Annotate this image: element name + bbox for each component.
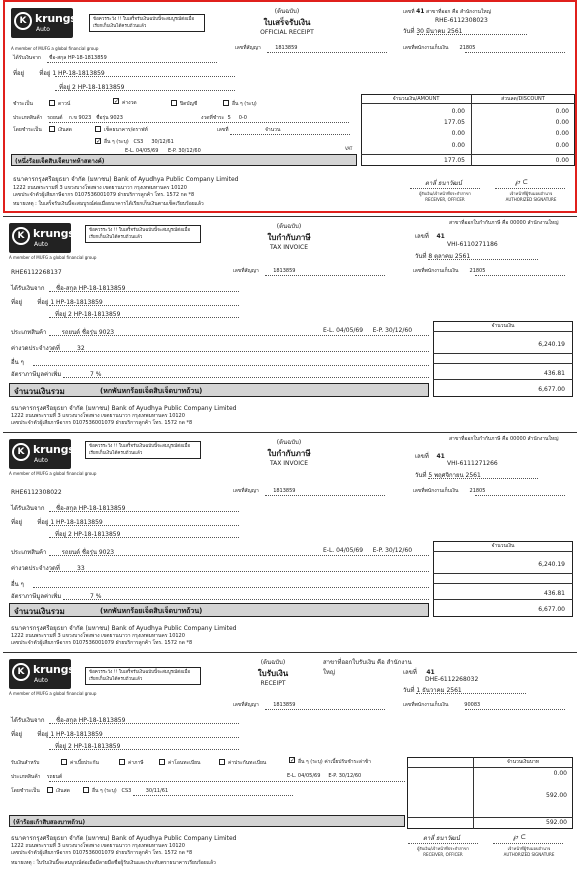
receiver-signature: ดาลี่ ธนาวัฒน์ xyxy=(425,180,462,187)
address-2: ที่อยู่ 2 HP-18-1813859 xyxy=(55,531,121,538)
other-method: อื่น ๆ (ระบุ) CS3 30/12/61 xyxy=(104,139,174,145)
authorized-signature-mark: ℘ ⊂ xyxy=(515,178,528,186)
receipt-number: เลขที่ 41 สาขาที่ออก คือ สำนักงานใหญ่ xyxy=(403,8,491,15)
cash-checkbox[interactable] xyxy=(47,787,53,793)
doc-number: DHE-6112268032 xyxy=(425,676,479,683)
caution-note: ข้อควรระวัง !! ใบเสร็จรับเงินฉบับนี้จะสมบูรณ์ต่อเมื่อเรียกเก็บเงินได้ครบถ้วนแล้ว xyxy=(85,441,201,459)
title-block: (ต้นฉบับ) ใบกำกับภาษี TAX INVOICE xyxy=(267,439,311,467)
krungsri-mark-icon: K xyxy=(14,12,32,30)
other-method: อื่น ๆ (ระบุ) CS3 30/11/61 xyxy=(92,788,169,794)
brand-caption: A member of MUFG a global financial group xyxy=(9,471,97,476)
company-name: ธนาคารกรุงศรีอยุธยา จำกัด (มหาชน) Bank of Ayudhya Public Company Limited xyxy=(13,176,239,183)
address-1: ที่อยู่ ที่อยู่ 1 HP-18-1813859 xyxy=(11,731,103,738)
receipt-date: วันที่ 30 มีนาคม 2561 xyxy=(403,28,463,35)
caution-note: ข้อควรระวัง !! ใบเสร็จรับเงินฉบับนี้จะสมบูรณ์ต่อเมื่อเรียกเก็บเงินได้ครบถ้วนแล้ว xyxy=(85,225,201,243)
expiry-dates: E-L. 04/05/69 E-P. 30/12/60 xyxy=(287,773,362,779)
receipt-date: วันที่ 1 ธันวาคม 2561 xyxy=(403,687,462,694)
installment-checkbox[interactable]: ✓ xyxy=(114,98,120,105)
doc-number: VHI-6111271266 xyxy=(447,460,498,467)
received-from: ได้รับเงินจาก ชื่อ-สกุล HP-18-1813859 xyxy=(11,505,126,512)
total-amount: 6,677.00 xyxy=(538,606,565,613)
doc-number: RHE-6112308023 xyxy=(435,17,488,24)
receipt: K krungsri Auto ข้อควรระวัง !! ใบเสร็จรับเงินฉบับนี้จะสมบูรณ์ต่อเมื่อเรียกเก็บเงินได้ครบถ้วนแล้ว (ต้นฉบับ) ใบรับเงิน RECEIPT สาขาที่ออกใบรับเงิน คือ สำนักงานใหญ่ เลขที่ 41 DHE-6112268032 วันที่ 1 ธันวาคม 2561 A member of MUFG a global financial group เลขที่สัญญา 1813859 เลขที่พนักงานเก็บเงิน 90083 ได้รับเงินจาก ชื่อ-สกุล HP-18-1813859 ที่อยู่ ที่อยู่ 1 HP-18-1813859 ที่อยู่ 2 HP-18-1813859 รับเงินสำหรับ ค่าเบี้ยประกัน ค่าภาษี ค่าโอนทะเบียน ค่าประกันทะเบียน ✓ อื่น ๆ (ระบุ) ค่าเบี้ยปรับชำระล่าช้า ประเภทสินค้า รถยนต์ E-L. 04/05/69 E-P. 30/12/60 โดยชำระเป็น เงินสด อื่น ๆ (ระบุ) CS3 30/11/61 จำนวนเงินบาท 0.00 592.00 592.00 (ห้าร้อยเก้าสิบสองบาทถ้วน) ธนาคารกรุงศรีอยุธยา จำกัด (มหาชน) Bank of Ayudhya Public Company Limited 1222 ถนนพระรามที่ 3 แขวงบางโพงพาง เขตยานนาวา กรุงเทพมหานคร 10120 เลขประจำตัวผู้เสียภาษีอากร 0107536001079 ฝ่ายบริการลูกค้า โทร. 1572 กด *8 หมายเหตุ : ใบรับเงินนี้จะสมบูรณ์ต่อเมื่อมีลายมือชื่อผู้รับเงินและประทับตราธนาคารเรียบร้อยแล้ว ดาลี่ ธนาวัฒน์ ℘ ⊂ ผู้รับเงิน/เจ้าหน้าที่ประจำสาขา RECEIVER, OFFICER เจ้าหน้าที่ผู้รับมอบอำนาจ AUTHORIZED SIGNATURE xyxy=(3,652,577,869)
brand-caption: A member of MUFG a global financial group xyxy=(11,46,99,51)
krungsri-logo: K krungsri Auto xyxy=(9,439,71,469)
issuing-branch: สาขาที่ออกใบกำกับภาษี คือ 00000 สำนักงานใหญ่ xyxy=(449,220,559,226)
address-2: ที่อยู่ 2 HP-18-1813859 xyxy=(55,311,121,318)
other-row: อื่น ๆ xyxy=(11,581,24,588)
down-payment-checkbox[interactable] xyxy=(49,100,55,106)
product-row: ประเภทสินค้า รถยนต์ ชื่อรุ่น 9023 xyxy=(11,549,115,556)
krungsri-logo: K krungsri Auto xyxy=(9,223,71,253)
cash-checkbox[interactable] xyxy=(49,126,55,132)
krungsri-logo: K krungsri Auto xyxy=(9,659,71,689)
caution-note: ข้อควรระวัง !! ใบเสร็จรับเงินฉบับนี้จะสมบูรณ์ต่อเมื่อเรียกเก็บเงินได้ครบถ้วนแล้ว xyxy=(85,667,201,685)
received-from: ได้รับเงินจาก ชื่อ-สกุล HP-18-1813859 xyxy=(11,717,126,724)
installment-row: ค่างวดประจำงวดที่ 32 xyxy=(11,345,85,352)
collector-number: เลขที่พนักงานเก็บเงิน 21805 xyxy=(413,268,486,274)
expiry-dates: E-L. 04/05/69 E-P. 30/12/60 xyxy=(125,148,201,154)
receiver-signature: ดาลี่ ธนาวัฒน์ xyxy=(423,835,460,842)
amount-in-words: (ห้าร้อยเก้าสิบสองบาทถ้วน) xyxy=(9,815,405,827)
company-name: ธนาคารกรุงศรีอยุธยา จำกัด (มหาชน) Bank of Ayudhya Public Company Limited xyxy=(11,835,237,842)
other-row: อื่น ๆ xyxy=(11,359,24,366)
official-receipt: K krungsri Auto ข้อควรระวัง !! ใบเสร็จรับเงินฉบับนี้จะสมบูรณ์ต่อเมื่อเรียกเก็บเงินได้ครบถ้วนแล้ว (ต้นฉบับ) ใบเสร็จรับเงิน OFFICIAL RECEIPT เลขที่ 41 สาขาที่ออก คือ สำนักงานใหญ่ RHE-6112308023 วันที่ 30 มีนาคม 2561 A member of MUFG a global financial group ได้รับเงินจาก ชื่อ-สกุล HP-18-1813859 เลขที่สัญญา 1813859 เลขที่พนักงานเก็บเงิน 21805 ที่อยู่ ที่อยู่ 1 HP-18-1813859 ที่อยู่ 2 HP-18-1813859 ชำระเป็น ดาวน์ ✓ ค่างวด ปิดบัญชี อื่น ๆ (ระบุ) ประเภทสินค้า รถยนต์ ก.ข 9023 ชื่อรุ่น 9023 งวดที่ชำระ 5 0-0 โดยชำระเป็น เงินสด เช็คธนาคาร/ดราฟท์ เลขที่ จำนวน ✓ อื่น ๆ (ระบุ) CS3 30/12/61 E-L. 04/05/69 E-P. 30/12/60 (หนึ่งร้อยเจ็ดสิบเจ็ดบาทห้าสตางค์) จำนวนเงิน/AMOUNT ส่วนลด/DISCOUNT 0.00 0.00 177.05 0.00 0.00 0.00 0.00 0.00 VAT 177.05 0.00 ธนาคารกรุงศรีอยุธยา จำกัด (มหาชน) Bank of Ayudhya Public Company Limited 1222 ถนนพระรามที่ 3 แขวงบางโพงพาง เขตยานนาวา กรุงเทพมหานคร 10120 เลขประจำตัวผู้เสียภาษีอากร 0107536001079 ฝ่ายบริการลูกค้า โทร. 1572 กด *8 หมายเหตุ : ใบเสร็จรับเงินนี้จะสมบูรณ์ต่อเมื่อธนาคารได้เรียกเก็บเงินตามเช็คเรียบร้อยแล้ว ดาลี่ ธนาวัฒน์ ℘ ⊂ ผู้รับเงิน/เจ้าหน้าที่ประจำสาขา RECEIVER, OFFICER เจ้าหน้าที่ผู้รับมอบอำนาจ AUTHORIZED SIGNATURE xyxy=(3,0,577,213)
company-tax-id: เลขประจำตัวผู้เสียภาษีอากร 0107536001079 ฝ่ายบริการลูกค้า โทร. 1572 กด *8 xyxy=(11,640,193,646)
brand-caption: A member of MUFG a global financial group xyxy=(9,255,97,260)
product-row: ประเภทสินค้า รถยนต์ xyxy=(11,774,63,780)
expiry-dates: E-L. 04/05/69 E-P. 30/12/60 xyxy=(323,547,413,554)
amount-in-words: จำนวนเงินรวม (หกพันหกร้อยเจ็ดสิบเจ็ดบาทถ้วน) xyxy=(9,603,429,617)
issuing-branch: สาขาที่ออกใบกำกับภาษี คือ 00000 สำนักงานใหญ่ xyxy=(449,436,559,442)
other-option: อื่น ๆ (ระบุ) ค่าเบี้ยปรับชำระล่าช้า xyxy=(298,759,371,765)
vat-row: อัตราภาษีมูลค่าเพิ่ม 7 % xyxy=(11,371,102,378)
total-amount: 177.05 xyxy=(444,157,465,164)
other-method-checkbox[interactable]: ✓ xyxy=(96,138,102,145)
receipt-number: เลขที่ 41 xyxy=(415,453,445,460)
amount-in-words: (หนึ่งร้อยเจ็ดสิบเจ็ดบาทห้าสตางค์) xyxy=(11,154,357,166)
address-2: ที่อยู่ 2 HP-18-1813859 xyxy=(55,743,121,750)
remark: หมายเหตุ : ใบเสร็จรับเงินนี้จะสมบูรณ์ต่อเมื่อธนาคารได้เรียกเก็บเงินตามเช็คเรียบร้อยแล้ว xyxy=(13,201,204,207)
tax-invoice-1: K krungsri Auto ข้อควรระวัง !! ใบเสร็จรับเงินฉบับนี้จะสมบูรณ์ต่อเมื่อเรียกเก็บเงินได้ครบถ้วนแล้ว (ต้นฉบับ) ใบกำกับภาษี TAX INVOICE สาขาที่ออกใบกำกับภาษี คือ 00000 สำนักงานใหญ่ เลขที่ 41 VHI-6110271186 วันที่ 8 ตุลาคม 2561 A member of MUFG a global financial group RHE6112268137 เลขที่สัญญา 1813859 เลขที่พนักงานเก็บเงิน 21805 ได้รับเงินจาก ชื่อ-สกุล HP-18-1813859 ที่อยู่ ที่อยู่ 1 HP-18-1813859 ที่อยู่ 2 HP-18-1813859 ประเภทสินค้า รถยนต์ ชื่อรุ่น 9023 E-L. 04/05/69 E-P. 30/12/60 ค่างวดประจำงวดที่ 32 อื่น ๆ อัตราภาษีมูลค่าเพิ่ม 7 % จำนวนเงิน 6,240.19 436.81 6,677.00 จำนวนเงินรวม (หกพันหกร้อยเจ็ดสิบเจ็ดบาทถ้วน) ธนาคารกรุงศรีอยุธยา จำกัด (มหาชน) Bank of Ayudhya Public Company Limited 1222 ถนนพระรามที่ 3 แขวงบางโพงพาง เขตยานนาวา กรุงเทพมหานคร 10120 เลขประจำตัวผู้เสียภาษีอากร 0107536001079 ฝ่ายบริการลูกค้า โทร. 1572 กด *8 xyxy=(3,216,577,427)
collector-number: เลขที่พนักงานเก็บเงิน 21805 xyxy=(403,45,476,51)
address-1: ที่อยู่ ที่อยู่ 1 HP-18-1813859 xyxy=(13,70,105,77)
contract-number: เลขที่สัญญา 1813859 xyxy=(233,702,296,708)
contract-number: เลขที่สัญญา 1813859 xyxy=(233,488,296,494)
tax-checkbox[interactable] xyxy=(119,759,125,765)
contract-number: เลขที่สัญญา 1813859 xyxy=(233,268,296,274)
other-method-checkbox[interactable] xyxy=(83,787,89,793)
cheque-checkbox[interactable] xyxy=(95,126,101,132)
insurance-checkbox[interactable] xyxy=(61,759,67,765)
product-row: ประเภทสินค้า รถยนต์ ชื่อรุ่น 9023 xyxy=(11,329,115,336)
installment-period: งวดที่ชำระ 5 0-0 xyxy=(201,115,247,121)
received-from: ได้รับเงินจาก ชื่อ-สกุล HP-18-1813859 xyxy=(11,285,126,292)
collector-number: เลขที่พนักงานเก็บเงิน 90083 xyxy=(403,702,481,708)
tax-invoice-2: K krungsri Auto ข้อควรระวัง !! ใบเสร็จรับเงินฉบับนี้จะสมบูรณ์ต่อเมื่อเรียกเก็บเงินได้ครบถ้วนแล้ว (ต้นฉบับ) ใบกำกับภาษี TAX INVOICE สาขาที่ออกใบกำกับภาษี คือ 00000 สำนักงานใหญ่ เลขที่ 41 VHI-6111271266 วันที่ 5 พฤศจิกายน 2561 A member of MUFG a global financial group RHE6112308022 เลขที่สัญญา 1813859 เลขที่พนักงานเก็บเงิน 21805 ได้รับเงินจาก ชื่อ-สกุล HP-18-1813859 ที่อยู่ ที่อยู่ 1 HP-18-1813859 ที่อยู่ 2 HP-18-1813859 ประเภทสินค้า รถยนต์ ชื่อรุ่น 9023 E-L. 04/05/69 E-P. 30/12/60 ค่างวดประจำงวดที่ 33 อื่น ๆ อัตราภาษีมูลค่าเพิ่ม 7 % จำนวนเงิน 6,240.19 436.81 6,677.00 จำนวนเงินรวม (หกพันหกร้อยเจ็ดสิบเจ็ดบาทถ้วน) ธนาคารกรุงศรีอยุธยา จำกัด (มหาชน) Bank of Ayudhya Public Company Limited 1222 ถนนพระรามที่ 3 แขวงบางโพงพาง เขตยานนาวา กรุงเทพมหานคร 10120 เลขประจำตัวผู้เสียภาษีอากร 0107536001079 ฝ่ายบริการลูกค้า โทร. 1572 กด *8 xyxy=(3,432,577,648)
address-1: ที่อยู่ ที่อยู่ 1 HP-18-1813859 xyxy=(11,519,103,526)
company-name: ธนาคารกรุงศรีอยุธยา จำกัด (มหาชน) Bank of Ayudhya Public Company Limited xyxy=(11,405,237,412)
amount-in-words: จำนวนเงินรวม (หกพันหกร้อยเจ็ดสิบเจ็ดบาทถ้วน) xyxy=(9,383,429,397)
cheque-number: เลขที่ xyxy=(217,127,229,133)
vat-row: อัตราภาษีมูลค่าเพิ่ม 7 % xyxy=(11,593,102,600)
company-name: ธนาคารกรุงศรีอยุธยา จำกัด (มหาชน) Bank of Ayudhya Public Company Limited xyxy=(11,625,237,632)
transfer-checkbox[interactable] xyxy=(159,759,165,765)
brand-caption: A member of MUFG a global financial group xyxy=(9,691,97,696)
reference-number: RHE6112308022 xyxy=(11,489,62,496)
title-block: (ต้นฉบับ) ใบเสร็จรับเงิน OFFICIAL RECEIPT xyxy=(260,8,314,36)
registration-checkbox[interactable] xyxy=(219,759,225,765)
total-label: จำนวนเงินรวม xyxy=(14,607,65,616)
contract-number: เลขที่สัญญา 1813859 xyxy=(235,45,298,51)
caution-note: ข้อควรระวัง !! ใบเสร็จรับเงินฉบับนี้จะสมบูรณ์ต่อเมื่อเรียกเก็บเงินได้ครบถ้วนแล้ว xyxy=(89,14,205,32)
received-from: ได้รับเงินจาก ชื่อ-สกุล HP-18-1813859 xyxy=(13,55,107,61)
address-1: ที่อยู่ ที่อยู่ 1 HP-18-1813859 xyxy=(11,299,103,306)
issuing-branch: สาขาที่ออกใบรับเงิน คือ สำนักงานใหญ่ xyxy=(323,659,412,676)
other-checkbox[interactable] xyxy=(223,100,229,106)
krungsri-mark-icon: K xyxy=(12,227,30,245)
other-checkbox[interactable]: ✓ xyxy=(290,757,296,764)
expiry-dates: E-L. 04/05/69 E-P. 30/12/60 xyxy=(323,327,413,334)
total-discount: 0.00 xyxy=(555,157,569,164)
reference-number: RHE6112268137 xyxy=(11,269,62,276)
receipt-date: วันที่ 8 ตุลาคม 2561 xyxy=(415,253,471,260)
receipt-number: เลขที่ 41 xyxy=(403,669,435,676)
company-tax-id: เลขประจำตัวผู้เสียภาษีอากร 0107536001079 ฝ่ายบริการลูกค้า โทร. 1572 กด *8 xyxy=(11,850,193,856)
total-amount: 6,677.00 xyxy=(538,386,565,393)
company-address: 1222 ถนนพระรามที่ 3 แขวงบางโพงพาง เขตยานนาวา กรุงเทพมหานคร 10120 xyxy=(11,843,185,849)
receipt-number: เลขที่ 41 xyxy=(415,233,445,240)
title-block: (ต้นฉบับ) ใบกำกับภาษี TAX INVOICE xyxy=(267,223,311,251)
krungsri-mark-icon: K xyxy=(12,663,30,681)
total-amount: 592.00 xyxy=(546,819,567,826)
doc-number: VHI-6110271186 xyxy=(447,241,498,248)
collector-number: เลขที่พนักงานเก็บเงิน 21805 xyxy=(413,488,486,494)
company-tax-id: เลขประจำตัวผู้เสียภาษีอากร 0107536001079 ฝ่ายบริการลูกค้า โทร. 1572 กด *8 xyxy=(13,192,195,198)
company-address: 1222 ถนนพระรามที่ 3 แขวงบางโพงพาง เขตยานนาวา กรุงเทพมหานคร 10120 xyxy=(11,413,185,419)
installment-row: ค่างวดประจำงวดที่ 33 xyxy=(11,565,85,572)
address-2: ที่อยู่ 2 HP-18-1813859 xyxy=(59,84,125,91)
krungsri-logo: K krungsri Auto xyxy=(11,8,73,38)
company-address: 1222 ถนนพระรามที่ 3 แขวงบางโพงพาง เขตยานนาวา กรุงเทพมหานคร 10120 xyxy=(13,185,187,191)
title-block: (ต้นฉบับ) ใบรับเงิน RECEIPT xyxy=(257,659,289,687)
company-tax-id: เลขประจำตัวผู้เสียภาษีอากร 0107536001079 ฝ่ายบริการลูกค้า โทร. 1572 กด *8 xyxy=(11,420,193,426)
company-address: 1222 ถนนพระรามที่ 3 แขวงบางโพงพาง เขตยานนาวา กรุงเทพมหานคร 10120 xyxy=(11,633,185,639)
authorized-signature-mark: ℘ ⊂ xyxy=(513,833,526,841)
product-row: ประเภทสินค้า รถยนต์ ก.ข 9023 ชื่อรุ่น 9023 xyxy=(13,115,123,121)
remark: หมายเหตุ : ใบรับเงินนี้จะสมบูรณ์ต่อเมื่อมีลายมือชื่อผู้รับเงินและประทับตราธนาคารเรียบร้อยแล้ว xyxy=(11,860,216,866)
total-label: จำนวนเงินรวม xyxy=(14,387,65,396)
cheque-amount: จำนวน xyxy=(265,127,281,133)
close-account-checkbox[interactable] xyxy=(171,100,177,106)
receipt-date: วันที่ 5 พฤศจิกายน 2561 xyxy=(415,472,481,479)
krungsri-mark-icon: K xyxy=(12,443,30,461)
